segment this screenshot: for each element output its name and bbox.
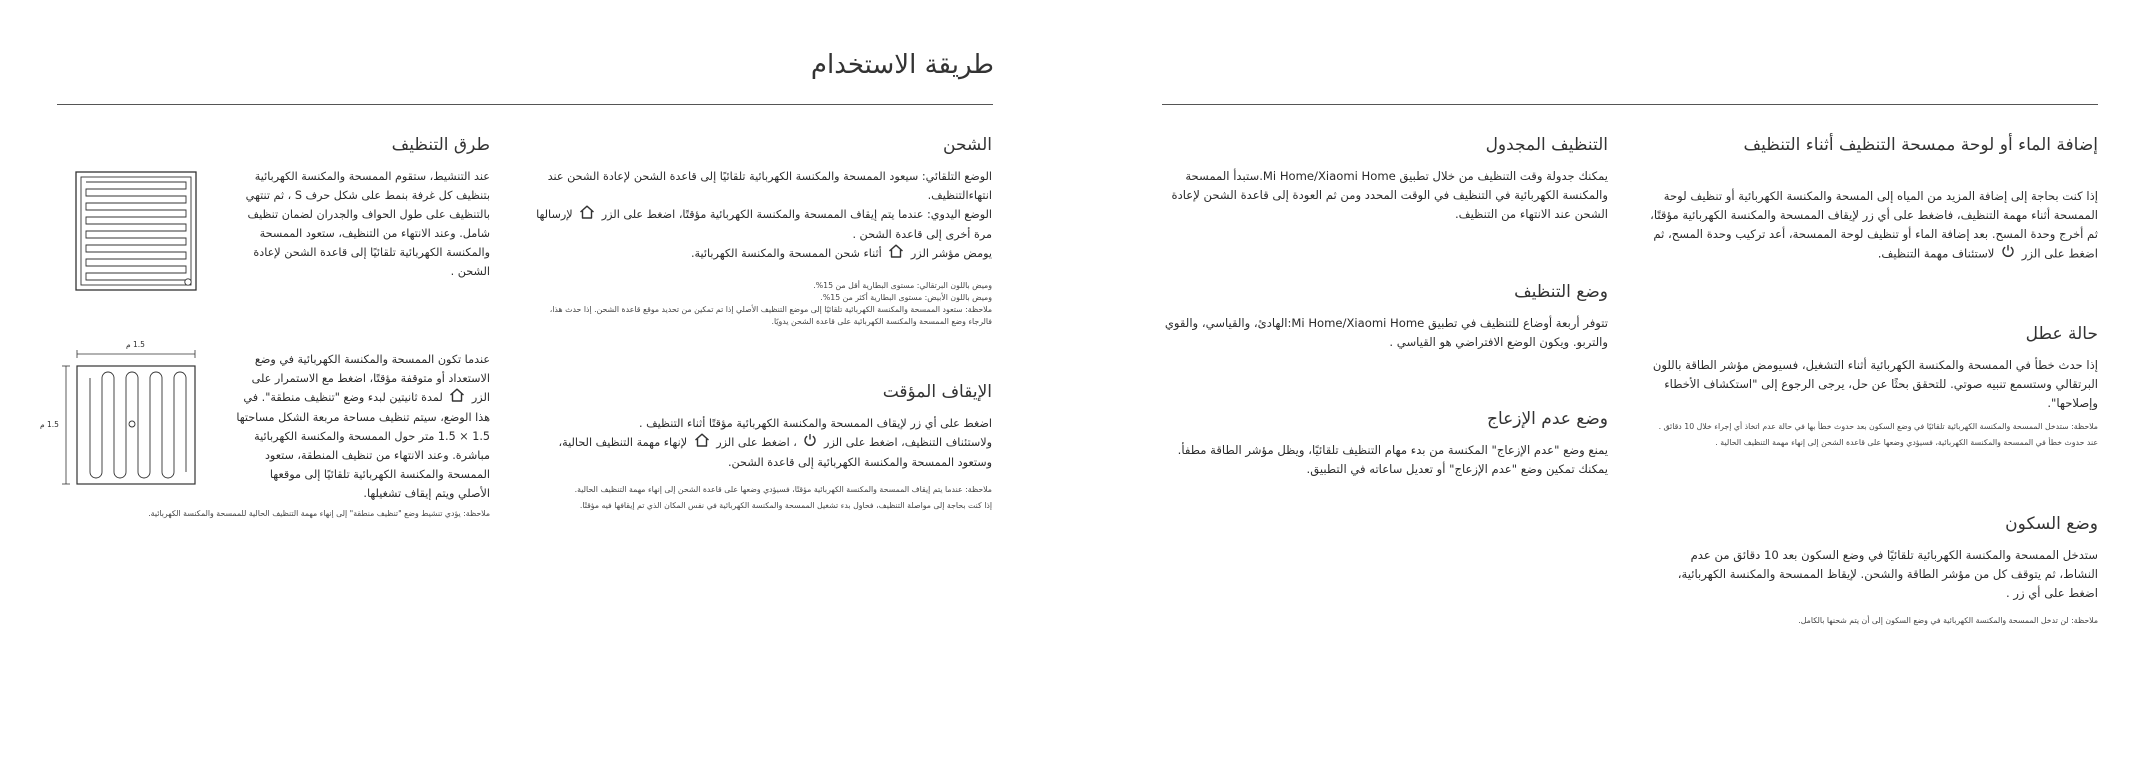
dnd-body: يمنع وضع "عدم الإزعاج" المكنسة من بدء مهام التنظيف تلقائيًا، ويظل مؤشر الطاقة مطفأ. يمكنك تمكين وضع "عدم الإزعاج" أو تعديل ساعاته في التطبيق. [1177,443,1608,476]
section-methods [236,135,490,281]
pause-line-2 [536,433,992,453]
zone-dim-top-label: 1.5 م [126,340,145,349]
charging-note-return: ملاحظة: ستعود الممسحة والمكنسة الكهربائية تلقائيًا إلى موضع التنظيف الأصلي إذا تم تمكين من تحديد موقع قاعدة الشحن. إذا حدث هذا، فالرجاء وضع الممسحة والمكنسة الكهربائية على قاعدة الشحن يدويًا. [549,305,992,326]
error-note-1: ملاحظة: ستدخل الممسحة والمكنسة الكهربائية تلقائيًا في وضع السكون بعد حدوث خطأ بها في حالة عدم اتخاذ أي إجراء خلال 10 دقائق . [1658,422,2098,431]
charging-manual [536,205,992,244]
section-title-sleep: وضع السكون [2005,514,2098,534]
s-pattern-path [86,182,186,280]
charging-indicator-text: يومض مؤشر الزر [910,247,992,260]
page-title: طريقة الاستخدام [810,50,994,80]
pause-line-3: وستعود الممسحة والمكنسة الكهربائية إلى قاعدة الشحن. [727,456,992,469]
robot-marker [185,279,191,285]
pause-line-1: اضغط على أي زر لإيقاف الممسحة والمكنسة الكهربائية مؤقتًا أثناء التنظيف . [638,417,992,430]
zone-pattern-path [90,372,186,478]
section-sleep [1650,514,2098,627]
scheduled-body: يمكنك جدولة وقت التنظيف من خلال تطبيق Mi Home/Xiaomi Home.ستبدأ الممسحة والمكنسة الكهربائية في التنظيف في الوقت المحدد ومن ثم العودة إلى قاعدة الشحن لإعادة الشحن عند الانتهاء من التنظيف. [1171,169,1608,221]
section-title-error: حالة عطل [2025,324,2098,344]
water-body [1650,187,2098,264]
home-icon [449,388,465,408]
section-title-water: إضافة الماء أو لوحة ممسحة التنظيف أثناء التنظيف [1743,135,2098,155]
charging-manual-text-end: لإرسالها مرة أخرى إلى قاعدة الشحن . [536,208,992,241]
methods-note-block [57,508,490,520]
error-note-2: عند حدوث خطأ في الممسحة والمكنسة الكهربائية، فسيؤدي وضعها على قاعدة الشحن إلى إنهاء مهمة التنظيف الحالية . [1715,438,2098,447]
home-icon [888,244,904,264]
zone-clean-figure [40,340,205,490]
section-area-clean [236,350,490,503]
section-error [1650,324,2098,449]
section-water [1650,135,2098,264]
pause-line-2-text: ولاستئناف التنظيف، اضغط على الزر [824,436,992,449]
header-divider-left [57,104,993,105]
section-title-charging: الشحن [943,135,992,155]
charging-indicator [536,244,992,264]
section-dnd [1160,409,1608,479]
pause-line-2-text-mid: ، اضغط على الزر [716,436,797,449]
error-body: إذا حدث خطأ في الممسحة والمكنسة الكهربائية أثناء التشغيل، فسيومض مؤشر الطاقة باللون البرتقالي وستسمع تنبيه صوتي. للتحقق بحثًا عن حل، يرجى الرجوع إلى "استكشاف الأخطاء وإصلاحها". [1652,358,2098,410]
header-divider-right [1162,104,2098,105]
pause-line-2-text-end: لإنهاء مهمة التنظيف الحالية، [558,436,688,449]
water-body-text-end: لاستئناف مهمة التنظيف. [1877,246,1995,261]
section-title-methods: طرق التنظيف [391,135,490,155]
methods-body-2 [236,350,490,503]
charging-indicator-text-end: أثناء شحن الممسحة والمكنسة الكهربائية. [690,247,882,260]
methods-body-2-text: عندما تكون الممسحة والمكنسة الكهربائية في وضع الاستعداد أو متوقفة مؤقتًا، اضغط مع الاستمرار على الزر [251,353,490,404]
methods-body-2-text-end: لمدة ثانيتين لبدء وضع "تنظيف منطقة". في هذا الوضع، سيتم تنظيف مساحة مربعة الشكل مساحتها 1.5 × 1.5 متر حول الممسحة والمكنسة الكهربائية مباشرة. وعند الانتهاء من تنظيف المنطقة، ستعود الممسحة والمكنسة الكهربائية تلقائيًا إلى موقعها الأصلي ويتم إيقاف تشغيلها. [236,391,490,500]
section-charging [536,135,992,328]
charging-manual-text: الوضع اليدوي: عندما يتم إيقاف الممسحة والمكنسة الكهربائية مؤقتًا، اضغط على الزر [601,208,992,221]
section-title-dnd: وضع عدم الإزعاج [1486,409,1608,429]
charging-auto: الوضع التلقائي: سيعود الممسحة والمكنسة الكهربائية تلقائيًا إلى قاعدة الشحن لإعادة الشحن عند انتهاءالتنظيف. [547,170,992,202]
sleep-body: ستدخل الممسحة والمكنسة الكهربائية تلقائيًا في وضع السكون بعد 10 دقائق من عدم النشاط، ثم يتوقف كل من مؤشر الطاقة والشحن. لإيقاظ الممسحة والمكنسة الكهربائية، اضغط على أي زر . [1677,548,2098,600]
charging-note-white: وميض باللون الأبيض: مستوى البطارية أكثر من 15%. [820,293,992,302]
section-pause [536,382,992,512]
pause-note-1: ملاحظة: عندما يتم إيقاف الممسحة والمكنسة الكهربائية مؤقتًا، فسيؤدي وضعها على قاعدة الشحن إلى إنهاء مهمة التنظيف الحالية. [574,485,992,494]
robot-marker [129,421,135,427]
s-pattern-figure [74,170,200,292]
section-scheduled [1160,135,1608,224]
home-icon [579,205,595,225]
methods-body-1: عند التنشيط، ستقوم الممسحة والمكنسة الكهربائية بتنظيف كل غرفة بنمط على شكل حرف S ، ثم تنتهي بالتنظيف على طول الحواف والجدران لضمان تنظيف شامل. وعند الانتهاء من التنظيف، ستعود الممسحة والمكنسة الكهربائية تلقائيًا إلى قاعدة الشحن لإعادة الشحن . [245,170,490,278]
power-icon [803,433,817,453]
pause-note-2: إذا كنت بحاجة إلى مواصلة التنظيف، فحاول بدء تشغيل الممسحة والمكنسة الكهربائية في نفس المكان الذي تم إيقافها فيه مؤقتًا. [579,501,992,510]
cleaning-mode-body: تتوفر أربعة أوضاع للتنظيف في تطبيق Mi Home/Xiaomi Home:الهادئ، والقياسي، والقوي والتربو. ويكون الوضع الافتراضي هو القياسي . [1164,316,1608,349]
section-title-scheduled: التنظيف المجدول [1485,135,1608,155]
sleep-note: ملاحظة: لن تدخل الممسحة والمكنسة الكهربائية في وضع السكون إلى أن يتم شحنها بالكامل. [1798,616,2098,625]
section-cleaning-mode [1160,282,1608,352]
section-title-cleaning-mode: وضع التنظيف [1514,282,1608,302]
zone-dim-side-label: 1.5 م [40,420,59,429]
section-title-pause: الإيقاف المؤقت [882,382,992,402]
charging-note-orange: وميض باللون البرتقالي: مستوى البطارية أقل من 15%. [813,281,992,290]
home-icon [694,433,710,453]
power-icon [2001,244,2015,264]
water-body-text: إذا كنت بحاجة إلى إضافة المزيد من المياه إلى المسحة والمكنسة الكهربائية أو تنظيف لوحة الممسحة أثناء مهمة التنظيف، فاضغط على أي زر لإيقاف الممسحة والمكنسة الكهربائية مؤقتًا، ثم أخرج وحدة المسح. بعد إضافة الماء أو تنظيف لوحة الممسحة، أعد تركيب وحدة المسح، ثم اضغط على الزر [1650,189,2098,261]
methods-note: ملاحظة: يؤدي تنشيط وضع "تنظيف منطقة" إلى إنهاء مهمة التنظيف الحالية للممسحة والمكنسة الكهربائية. [148,509,490,518]
